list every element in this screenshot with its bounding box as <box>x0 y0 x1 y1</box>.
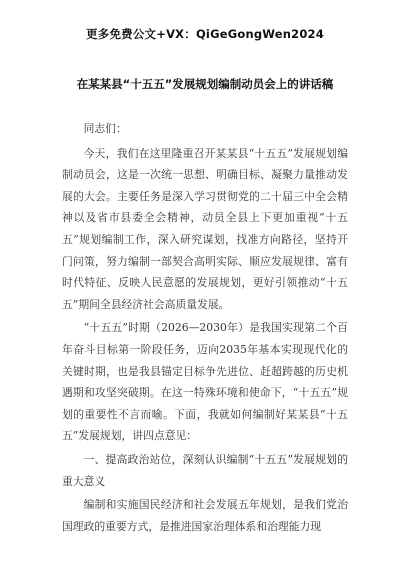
header-note: 更多免费公文+VX：QiGeGongWen2024 <box>86 27 324 41</box>
paragraph-intro: 今天，我们在这里隆重召开某某县“十五五”发展规划编制动员会，这是一次统一思想、明确目标、凝聚力量推动发展的大会。主要任务是深入学习贯彻党的二十届三中全会精神以及省市县委全会精神，动员全县上下更加重视“十五五”规划编制工作，深入研究谋划，找准方向路径，坚持开门问策，努力编制一部契合高明实际、顺应发展规律、富有时代特征、反映人民意愿的发展规划，更好引领推动“十五五”期间全县经济社会高质量发展。 <box>62 146 348 311</box>
paragraph-period: “十五五”时期（2026—2030年）是我国实现第二个百年奋斗目标第一阶段任务，迈向2035年基本实现现代化的关键时期，也是我县锚定目标争先进位、赶超跨越的历史机遇期和攻坚突破期。在这一特殊环境和使命下，“十五五”规划的重要性不言而喻。下面，我就如何编制好某某县“十五五”发展规划，讲四点意见： <box>62 321 348 443</box>
section-heading-1: 一、提高政治站位，深刻认识编制“十五五”发展规划的重大意义 <box>62 452 348 488</box>
paragraph-section-1: 编制和实施国民经济和社会发展五年规划，是我们党治国理政的重要方式，是推进国家治理体系和治理能力现 <box>62 498 348 533</box>
document-body <box>62 118 348 537</box>
salutation: 同志们： <box>83 122 127 135</box>
document-title: 在某某县“十五五”发展规划编制动员会上的讲话稿 <box>76 77 334 91</box>
